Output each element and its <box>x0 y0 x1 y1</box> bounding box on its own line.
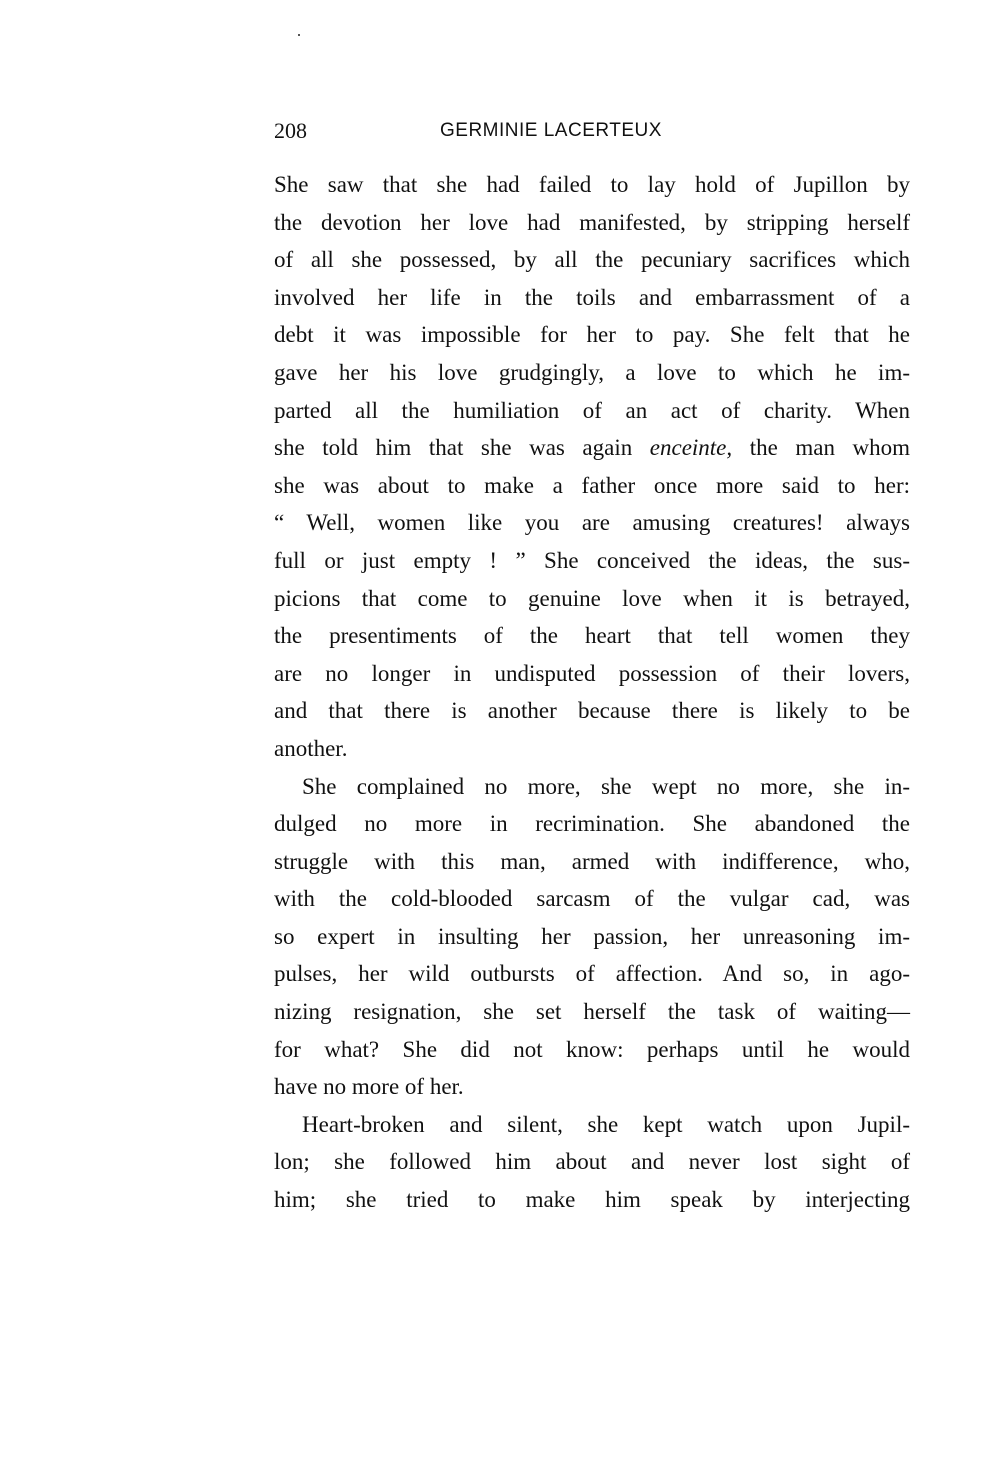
scan-speck <box>298 34 300 36</box>
text-line: Heart-broken and silent, she kept watch upon Jupil- <box>302 1111 910 1137</box>
page-number: 208 <box>274 118 307 143</box>
text-line: debt it was impossible for her to pay. She felt that he <box>274 322 910 348</box>
text-line <box>274 429 910 467</box>
text-line: and that there is another because there is likely to be <box>274 698 910 724</box>
text-line: another. <box>274 735 348 761</box>
text-line: she was about to make a father once more said to her: <box>274 472 910 498</box>
text-segment: the man whom <box>732 435 910 461</box>
page-header <box>274 116 910 146</box>
text-line: of all she possessed, by all the pecuniary sacrifices which <box>274 247 910 273</box>
text-line: so expert in insulting her passion, her unreasoning im- <box>274 923 910 949</box>
text-line: the devotion her love had manifested, by stripping herself <box>274 209 910 235</box>
text-line: involved her life in the toils and embarrassment of a <box>274 284 910 310</box>
text-line: gave her his love grudgingly, a love to which he im- <box>274 359 910 385</box>
text-segment: she told him that she was again <box>274 435 650 461</box>
text-line: have no more of her. <box>274 1074 464 1100</box>
running-title: GERMINIE LACERTEUX <box>440 120 662 141</box>
text-line: him; she tried to make him speak by interjecting <box>274 1187 910 1213</box>
text-line: full or just empty ! ” She conceived the ideas, the sus- <box>274 547 910 573</box>
text-line: pulses, her wild outbursts of affection. And so, in ago- <box>274 961 910 987</box>
text-line: are no longer in undisputed possession of their lovers, <box>274 660 910 686</box>
text-line: for what? She did not know: perhaps until he would <box>274 1036 910 1062</box>
text-line: picions that come to genuine love when it is betrayed, <box>274 585 910 611</box>
text-line: the presentiments of the heart that tell women they <box>274 623 910 649</box>
italic-word: enceinte, <box>649 435 733 461</box>
text-line: lon; she followed him about and never lost sight of <box>274 1149 910 1175</box>
text-line: dulged no more in recrimination. She abandoned the <box>274 811 910 837</box>
text-line: with the cold-blooded sarcasm of the vulgar cad, was <box>274 886 910 912</box>
text-line: She saw that she had failed to lay hold of Jupillon by <box>274 172 910 197</box>
text-line: nizing resignation, she set herself the task of waiting— <box>274 999 910 1025</box>
text-line: She complained no more, she wept no more, she in- <box>302 773 910 799</box>
text-line: “ Well, women like you are amusing creatures! always <box>274 510 910 536</box>
body-text <box>274 166 910 1219</box>
text-line: struggle with this man, armed with indifference, who, <box>274 848 910 874</box>
text-line: parted all the humiliation of an act of charity. When <box>274 397 910 423</box>
